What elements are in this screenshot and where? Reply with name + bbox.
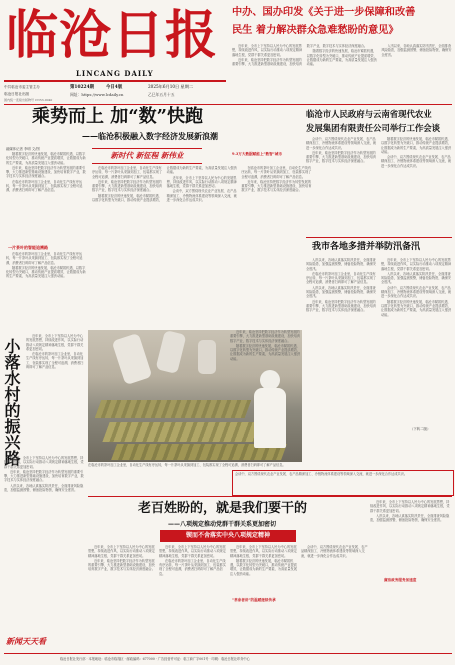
robot-arm (155, 330, 186, 374)
body-paragraph: 近年来，临沧坚持把数字经济作为转型发展的重要引擎，大力推进新型基础设施建设，加快培育数字产业，数字技术与实体经济深度融合。 (4, 469, 84, 483)
right-story-1-title-2: 发展集团有限责任公司举行工作会谈 (306, 123, 440, 133)
body-paragraph: 随着数字经济的快速发展，临沧市紧抓机遇，以数字化转型为突破口，推动传统产业提质增效，让数据成为新的生产要素，为高质量发展注入强劲动能。 (6, 152, 86, 165)
top-headline-body (232, 44, 452, 106)
lead-body-left-2 (6, 252, 86, 332)
body-paragraph: 会谈中，双方围绕现代农业产业发展、农产品精深加工、冷链物流体系建设等领域深入交流，就进一步深化合作达成共识。 (166, 189, 237, 203)
body-paragraph: 近年来，临沧坚持把数字经济作为转型发展的重要引擎，大力推进新型基础设施建设，加快培育数字产业，数字技术与实体经济深度融合。 (306, 299, 377, 313)
body-paragraph: 近年来，全市上下坚持以人民为中心的发展思想，持续改进作风，以实际行动推动八项规定精神落地生根，党群干群关系更加密切。 (4, 456, 84, 469)
top-headline-line2: 民生 着力解决群众急难愁盼的意见》 (232, 24, 399, 36)
body-paragraph: 在临沧市的茶叶加工企业里，自动化生产线有序运转，每一片茶叶从采摘到加工、包装都实现了全程可追溯，消费者扫码即可了解产品信息。 (92, 166, 163, 179)
body-paragraph: 近年来，临沧坚持把数字经济作为转型发展的重要引擎，大力推进新型基础设施建设，加快培育数字产业，数字技术与实体经济深度融合。 (241, 179, 312, 193)
masthead-lunar: 乙巳年五月十五 (148, 92, 175, 97)
mid-column-subhead: 9.3万大数据赋能上“数智”城市 (232, 152, 282, 156)
body-paragraph: 入汛以来，各地认真落实防汛责任，全面排查风险隐患，加强监测预警，储备抢险物资，确保安全度汛。 (381, 44, 452, 57)
body-paragraph: 随着数字经济的快速发展，临沧市紧抓机遇，以数字化转型为突破口，推动传统产业提质增效，让数据成为新的生产要素，为高质量发展注入强劲动能。 (230, 558, 297, 576)
lead-banner (92, 148, 202, 164)
masthead (4, 4, 226, 102)
body-paragraph: 在临沧市的茶叶加工企业里，自动化生产线有序运转，每一片茶叶从采摘到加工、包装都实现了全程可追溯，消费者扫码即可了解产品信息。 (306, 271, 377, 285)
body-paragraph: 会谈中，双方围绕现代农业产业发展、农产品精深加工、冷链物流体系建设等领域深入交流，就进一步深化合作达成共识。 (381, 285, 452, 299)
body-paragraph: 近年来，全市上下坚持以人民为中心的发展思想，持续改进作风，以实际行动推动八项规定精神落地生根，党群干群关系更加密切。 (166, 175, 237, 189)
masthead-cn-code: 国内统一连续出版物号 CN53-0040 (4, 98, 53, 102)
body-paragraph: 近年来，全市上下坚持以人民为中心的发展思想，持续改进作风，以实际行动推动八项规定精神落地生根，党群干群关系更加密切。 (26, 334, 84, 351)
masthead-date: 2025年6月10日 星期二 (148, 84, 194, 89)
masthead-publisher-1: 中共临沧市委主管主办 (4, 85, 40, 89)
masthead-subtitle: LINCANG DAILY (76, 69, 154, 78)
bottom-banner (160, 530, 296, 542)
masthead-rule (4, 80, 226, 82)
body-paragraph: 近年来，全市上下坚持以人民为中心的发展思想，持续改进作风，以实际行动推动八项规定精神落地生根，党群干群关系更加密切。 (232, 44, 303, 57)
corner-logo (6, 632, 54, 650)
right-story-1-title-1: 临沧市人民政府与云南省现代农业 (306, 109, 432, 119)
footer-rule (4, 653, 452, 654)
top-headline-line1: 中办、国办印发《关于进一步保障和改善 (232, 6, 416, 18)
body-paragraph: 入汛以来，各地认真落实防汛责任，全面排查风险隐患，加强监测预警，储备抢险物资，确保安全度汛。 (4, 483, 84, 493)
lead-banner-text: 新时代 新征程 新伟业 (110, 151, 184, 160)
robot-arm (198, 340, 216, 374)
bottom-title: 老百姓盼的，就是我们要干的 (138, 501, 308, 516)
body-paragraph: 在临沧市的茶叶加工企业里，自动化生产线有序运转，每一片茶叶从采摘到加工、包装都实现了全程可追溯，消费者扫码即可了解产品信息。 (6, 252, 83, 265)
lead-body-mid (92, 166, 312, 324)
bottom-subhead-1: “革命者讲”的温暖接续传承 (232, 598, 276, 602)
body-paragraph: 近年来，临沧坚持把数字经济作为转型发展的重要引擎，大力推进新型基础设施建设，加快培育数字产业，数字技术与实体经济深度融合。 (92, 179, 163, 193)
body-paragraph: 入汛以来，各地认真落实防汛责任，全面排查风险隐患，加强监测预警，储备抢险物资，确保安全度汛。 (370, 513, 450, 523)
body-paragraph: 随着数字经济的快速发展，临沧市紧抓机遇，以数字化转型为突破口，推动传统产业提质增效，让数据成为新的生产要素，为高质量发展注入强劲动能。 (381, 299, 452, 317)
body-paragraph: 近年来，全市上下坚持以人民为中心的发展思想，持续改进作风，以实际行动推动八项规定精神落地生根，党群干群关系更加密切。 (230, 545, 297, 558)
right-story-2-note: （下转二版） (410, 427, 431, 431)
right-story-2-body (306, 258, 452, 430)
notice-text: 会谈中，双方围绕现代农业产业发展、农产品精深加工、冷链物流体系建设等领域深入交流，就进一步深化合作达成共识。 (235, 472, 408, 476)
right-story-1-body (306, 137, 452, 235)
masthead-website: 网址：https://www.lcdaily.cn (70, 92, 124, 97)
body-paragraph: 入汛以来，各地认真落实防汛责任，全面排查风险隐患，加强监测预警，储备抢险物资，确保安全度汛。 (306, 285, 377, 299)
body-paragraph: 近年来，全市上下坚持以人民为中心的发展思想，持续改进作风，以实际行动推动八项规定精神落地生根，党群干群关系更加密切。 (88, 545, 155, 558)
notice-box (232, 470, 454, 496)
body-paragraph: 入汛以来，各地认真落实防汛责任，全面排查风险隐患，加强监测预警，储备抢险物资，确保安全度汛。 (306, 258, 377, 271)
left-lower-body (4, 456, 86, 628)
body-paragraph: 会谈中，双方围绕现代农业产业发展、农产品精深加工、冷链物流体系建设等领域深入交流，就进一步深化合作达成共识。 (381, 155, 452, 168)
masthead-title: 临沧日报 (6, 5, 219, 66)
body-paragraph: 在临沧市的茶叶加工企业里，自动化生产线有序运转，每一片茶叶从采摘到加工、包装都实现了全程可追溯，消费者扫码即可了解产品信息。 (26, 352, 84, 370)
body-paragraph: 近年来，临沧坚持把数字经济作为转型发展的重要引擎，大力推进新型基础设施建设，加快培育数字产业，数字技术与实体经济深度融合。 (6, 165, 86, 179)
body-paragraph: 随着数字经济的快速发展，临沧市紧抓机遇，以数字化转型为突破口，推动传统产业提质增效，让数据成为新的生产要素，为高质量发展注入强劲动能。 (306, 49, 377, 67)
masthead-publisher-2: 临沧日报社出版 (4, 92, 30, 96)
lead-subtitle: ——临沧积极融入数字经济发展新浪潮 (82, 131, 218, 141)
masthead-pages: 今日4版 (106, 85, 123, 90)
mid-lower-body (230, 330, 302, 430)
body-paragraph: 近年来，临沧坚持把数字经济作为转型发展的重要引擎，大力推进新型基础设施建设，加快培育数字产业，数字技术与实体经济深度融合。 (230, 330, 301, 343)
photo-caption-text: 在临沧市的茶叶加工企业里，自动化生产线有序运转，每一片茶叶从采摘到加工、包装都实现了全程可追溯，消费者扫码即可了解产品信息。 (88, 463, 286, 467)
lead-section-head: 一片茶叶的智能追溯路 (8, 245, 48, 250)
bottom-subtitle: ——八项规定推动党群干群关系更加密切 (168, 521, 277, 528)
body-paragraph: 近年来，全市上下坚持以人民为中心的发展思想，持续改进作风，以实际行动推动八项规定精神落地生根，党群干群关系更加密切。 (159, 545, 226, 558)
lead-byline: 融媒体记者 李明 文/图 (6, 147, 40, 151)
body-paragraph: 近年来，全市上下坚持以人民为中心的发展思想，持续改进作风，以实际行动推动八项规定精神落地生根，党群干群关系更加密切。 (381, 258, 452, 271)
top-headline (232, 4, 452, 44)
right-story-2-title: 我市各地多措并举防汛备汛 (312, 242, 421, 252)
body-paragraph: 近年来，临沧坚持把数字经济作为转型发展的重要引擎，大力推进新型基础设施建设，加快培育数字产业，数字技术与实体经济深度融合。 (306, 150, 377, 164)
left-vertical-title: 小落水村的振兴路 (2, 338, 21, 466)
robot-arm (112, 333, 153, 385)
body-paragraph: 随着数字经济的快速发展，临沧市紧抓机遇，以数字化转型为突破口，推动传统产业提质增效，让数据成为新的生产要素，为高质量发展注入强劲动能。 (230, 343, 301, 361)
tea-tray (95, 400, 252, 418)
body-paragraph: 随着数字经济的快速发展，临沧市紧抓机遇，以数字化转型为突破口，推动传统产业提质增效，让数据成为新的生产要素，为高质量发展注入强劲动能。 (381, 137, 452, 154)
body-paragraph: 随着数字经济的快速发展，临沧市紧抓机遇，以数字化转型为突破口，推动传统产业提质增效，让数据成为新的生产要素，为高质量发展注入强劲动能。 (6, 265, 86, 279)
section-divider (88, 496, 452, 497)
body-paragraph: 在临沧市的茶叶加工企业里，自动化生产线有序运转，每一片茶叶从采摘到加工、包装都实现了全程可追溯，消费者扫码即可了解产品信息。 (241, 166, 312, 179)
bottom-right-body (370, 500, 452, 632)
bottom-subhead-2: 廉洁政务服务加速度 (384, 578, 417, 582)
body-paragraph: 在临沧市的茶叶加工企业里，自动化生产线有序运转，每一片茶叶从采摘到加工、包装都实现了全程可追溯，消费者扫码即可了解产品信息。 (159, 558, 226, 576)
body-paragraph: 在临沧市的茶叶加工企业里，自动化生产线有序运转，每一片茶叶从采摘到加工、包装都实现了全程可追溯，消费者扫码即可了解产品信息。 (6, 179, 83, 193)
body-paragraph: 近年来，全市上下坚持以人民为中心的发展思想，持续改进作风，以实际行动推动八项规定精神落地生根，党群干群关系更加密切。 (370, 500, 450, 513)
bottom-banner-text: 锲而不舍落实中央八项规定精神 (185, 532, 270, 539)
body-paragraph: 近年来，临沧坚持把数字经济作为转型发展的重要引擎，大力推进新型基础设施建设，加快培育数字产业，数字技术与实体经济深度融合。 (232, 44, 368, 67)
section-divider (306, 237, 452, 238)
body-paragraph: 随着数字经济的快速发展，临沧市紧抓机遇，以数字化转型为突破口，推动传统产业提质增效，让数据成为新的生产要素，为高质量发展注入强劲动能。 (92, 166, 237, 203)
left-vertical-body (26, 334, 86, 452)
body-paragraph: 入汛以来，各地认真落实防汛责任，全面排查风险隐患，加强监测预警，储备抢险物资，确保安全度汛。 (381, 271, 452, 285)
lead-title: 乘势而上 加“数”快跑 (32, 106, 203, 127)
body-paragraph: 会谈中，双方围绕现代农业产业发展、农产品精深加工、冷链物流体系建设等领域深入交流，就进一步深化合作达成共识。 (301, 545, 368, 558)
masthead-issue: 第10224期 (70, 85, 95, 90)
body-paragraph: 近年来，临沧坚持把数字经济作为转型发展的重要引擎，大力推进新型基础设施建设，加快培育数字产业，数字技术与实体经济深度融合。 (88, 558, 155, 572)
body-paragraph: 会谈中，双方围绕现代农业产业发展、农产品精深加工、冷链物流体系建设等领域深入交流，就进一步深化合作达成共识。 (306, 137, 377, 150)
corner-logo-text: 新闻天天看 (6, 636, 46, 646)
footer-text: 临沧日报社发行部 · 本报地址：临沧市临翔区 · 邮政编码：677000 · 广告经营许可证：临工商广字001号 · 印刷：临沧日报社印务中心 (60, 657, 250, 661)
bottom-body (88, 545, 368, 635)
